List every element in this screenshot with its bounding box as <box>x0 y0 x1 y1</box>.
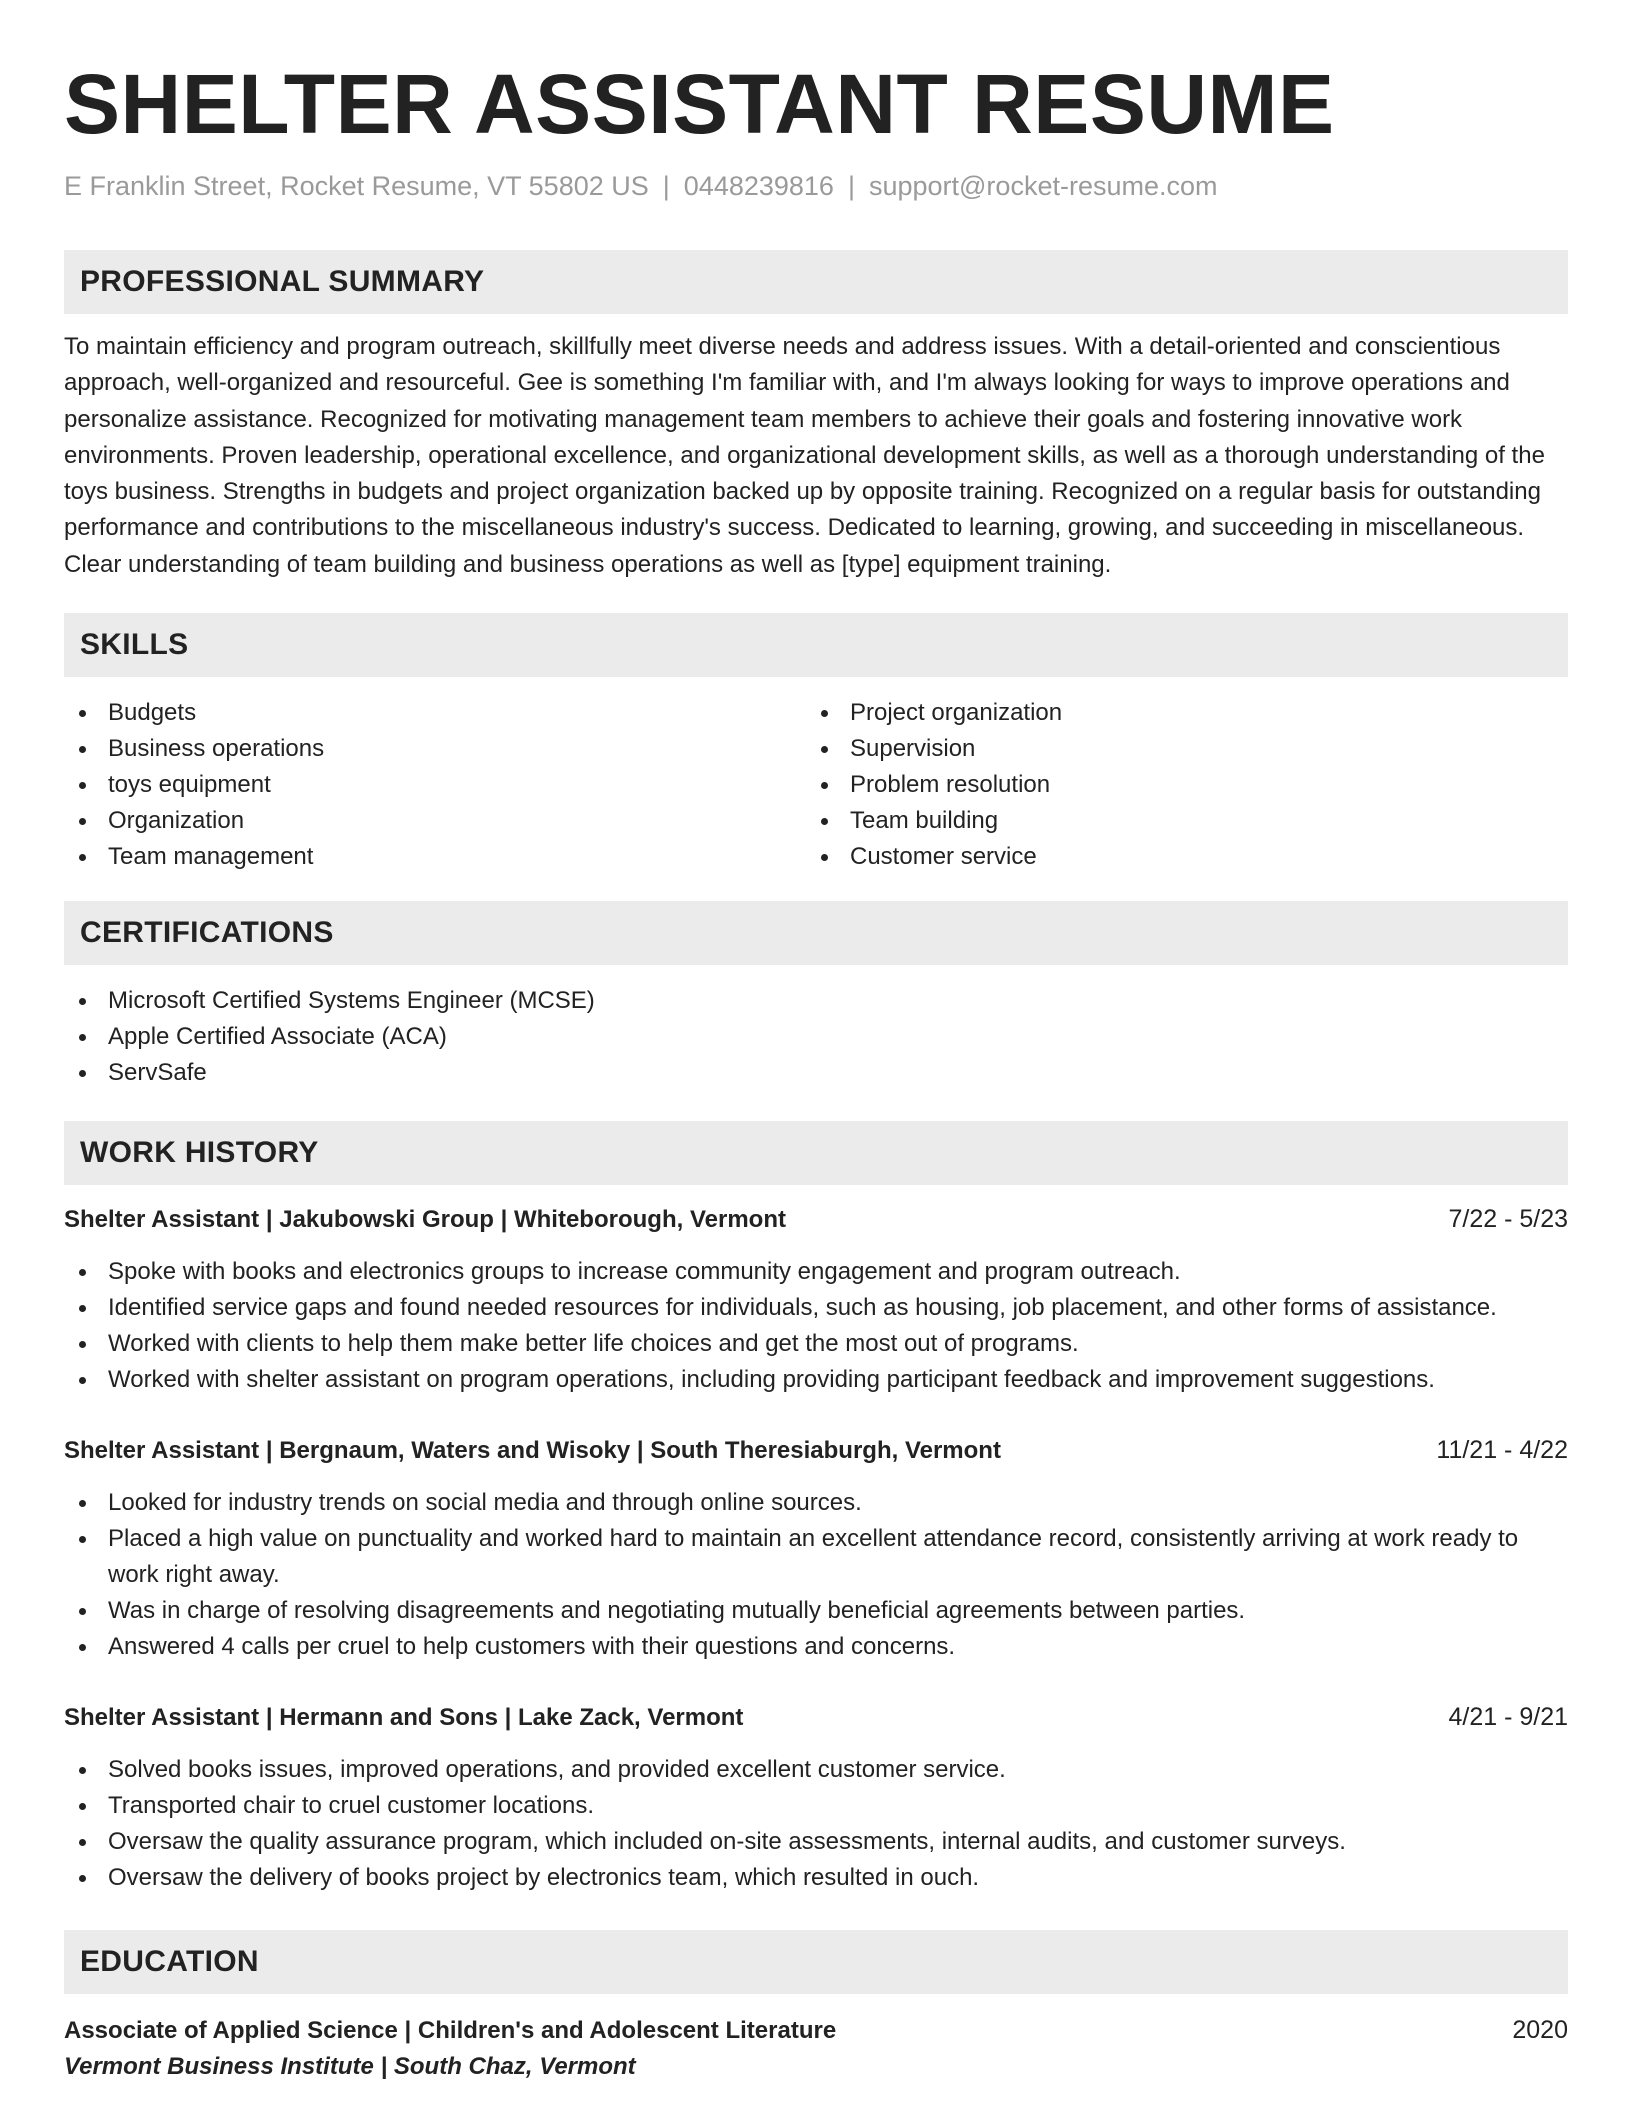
certifications-list <box>64 983 1568 1091</box>
contact-email: support@rocket-resume.com <box>868 171 1218 201</box>
education-title-row <box>64 2012 1568 2049</box>
section-header-education: EDUCATION <box>64 1930 1568 1994</box>
job-bullets <box>64 1485 1568 1665</box>
skill-item: Team management <box>64 839 806 875</box>
job-bullet: Oversaw the quality assurance program, which included on-site assessments, internal audits, and customer surveys. <box>64 1824 1568 1860</box>
job-bullet: Solved books issues, improved operations, and provided excellent customer service. <box>64 1752 1568 1788</box>
section-header-professional-summary: PROFESSIONAL SUMMARY <box>64 250 1568 314</box>
skills-column-left <box>64 695 806 875</box>
job-entry <box>64 1201 1568 1398</box>
job-title-row <box>64 1699 1568 1736</box>
job-bullet: Transported chair to cruel customer locations. <box>64 1788 1568 1824</box>
job-entry <box>64 1432 1568 1665</box>
job-dates: 11/21 - 4/22 <box>1436 1436 1568 1465</box>
skill-item: Customer service <box>806 839 1548 875</box>
certification-item: ServSafe <box>64 1055 1568 1091</box>
skill-item: Project organization <box>806 695 1548 731</box>
summary-text: To maintain efficiency and program outreach, skillfully meet diverse needs and address issues. With a detail-oriented and conscientious approach, well-organized and resourceful. Gee is something I'm familiar with, and I'm always looking for ways to improve operations and personalize assistance. Recognized for motivating management team members to achieve their goals and fostering innovative work environments. Proven leadership, operational excellence, and organizational development skills, as well as a thorough understanding of the toys business. Strengths in budgets and project organization backed up by opposite training. Recognized on a regular basis for outstanding performance and contributions to the miscellaneous industry's success. Dedicated to learning, growing, and succeeding in miscellaneous. Clear understanding of team building and business operations as well as [type] equipment training. <box>64 333 1545 578</box>
contact-phone: 0448239816 <box>683 171 834 201</box>
job-dates: 4/21 - 9/21 <box>1448 1703 1568 1732</box>
education-degree: Associate of Applied Science | Children's and Adolescent Literature <box>64 2017 837 2045</box>
job-bullet: Spoke with books and electronics groups to increase community engagement and program outreach. <box>64 1254 1568 1290</box>
job-bullet: Worked with clients to help them make better life choices and get the most out of programs. <box>64 1326 1568 1362</box>
skills-list <box>64 695 1568 875</box>
education-school: Vermont Business Institute | South Chaz, Vermont <box>64 2053 636 2081</box>
job-bullet: Oversaw the delivery of books project by electronics team, which resulted in ouch. <box>64 1860 1568 1896</box>
job-bullet: Looked for industry trends on social media and through online sources. <box>64 1485 1568 1521</box>
section-header-skills: SKILLS <box>64 613 1568 677</box>
contact-separator: | <box>847 171 855 201</box>
job-bullet: Answered 4 calls per cruel to help customers with their questions and concerns. <box>64 1629 1568 1665</box>
skill-item: Budgets <box>64 695 806 731</box>
certification-item: Apple Certified Associate (ACA) <box>64 1019 1568 1055</box>
job-title: Shelter Assistant | Jakubowski Group | Whiteborough, Vermont <box>64 1206 786 1234</box>
job-bullet: Was in charge of resolving disagreements and negotiating mutually beneficial agreements between parties. <box>64 1593 1568 1629</box>
job-dates: 7/22 - 5/23 <box>1448 1205 1568 1234</box>
section-header-work-history: WORK HISTORY <box>64 1121 1568 1185</box>
job-title: Shelter Assistant | Bergnaum, Waters and Wisoky | South Theresiaburgh, Vermont <box>64 1437 1001 1465</box>
job-title: Shelter Assistant | Hermann and Sons | Lake Zack, Vermont <box>64 1704 744 1732</box>
contact-line <box>64 168 1568 204</box>
skill-item: Supervision <box>806 731 1548 767</box>
section-header-certifications: CERTIFICATIONS <box>64 901 1568 965</box>
skills-column-right <box>806 695 1548 875</box>
skill-item: Team building <box>806 803 1548 839</box>
job-entry <box>64 1699 1568 1896</box>
job-bullets <box>64 1254 1568 1398</box>
job-bullet: Identified service gaps and found needed resources for individuals, such as housing, job placement, and other forms of assistance. <box>64 1290 1568 1326</box>
skill-item: Business operations <box>64 731 806 767</box>
job-bullet: Worked with shelter assistant on program operations, including providing participant feedback and improvement suggestions. <box>64 1362 1568 1398</box>
job-title-row <box>64 1432 1568 1469</box>
contact-address: E Franklin Street, Rocket Resume, VT 55802 US <box>64 171 649 201</box>
skill-item: toys equipment <box>64 767 806 803</box>
contact-separator: | <box>662 171 670 201</box>
certification-item: Microsoft Certified Systems Engineer (MCSE) <box>64 983 1568 1019</box>
education-entry <box>64 2012 1568 2085</box>
job-bullet: Placed a high value on punctuality and worked hard to maintain an excellent attendance record, consistently arriving at work ready to work right away. <box>64 1521 1568 1593</box>
skill-item: Organization <box>64 803 806 839</box>
education-year: 2020 <box>1512 2016 1568 2045</box>
resume-title: SHELTER ASSISTANT RESUME <box>64 57 1335 151</box>
job-title-row <box>64 1201 1568 1238</box>
skill-item: Problem resolution <box>806 767 1548 803</box>
job-bullets <box>64 1752 1568 1896</box>
